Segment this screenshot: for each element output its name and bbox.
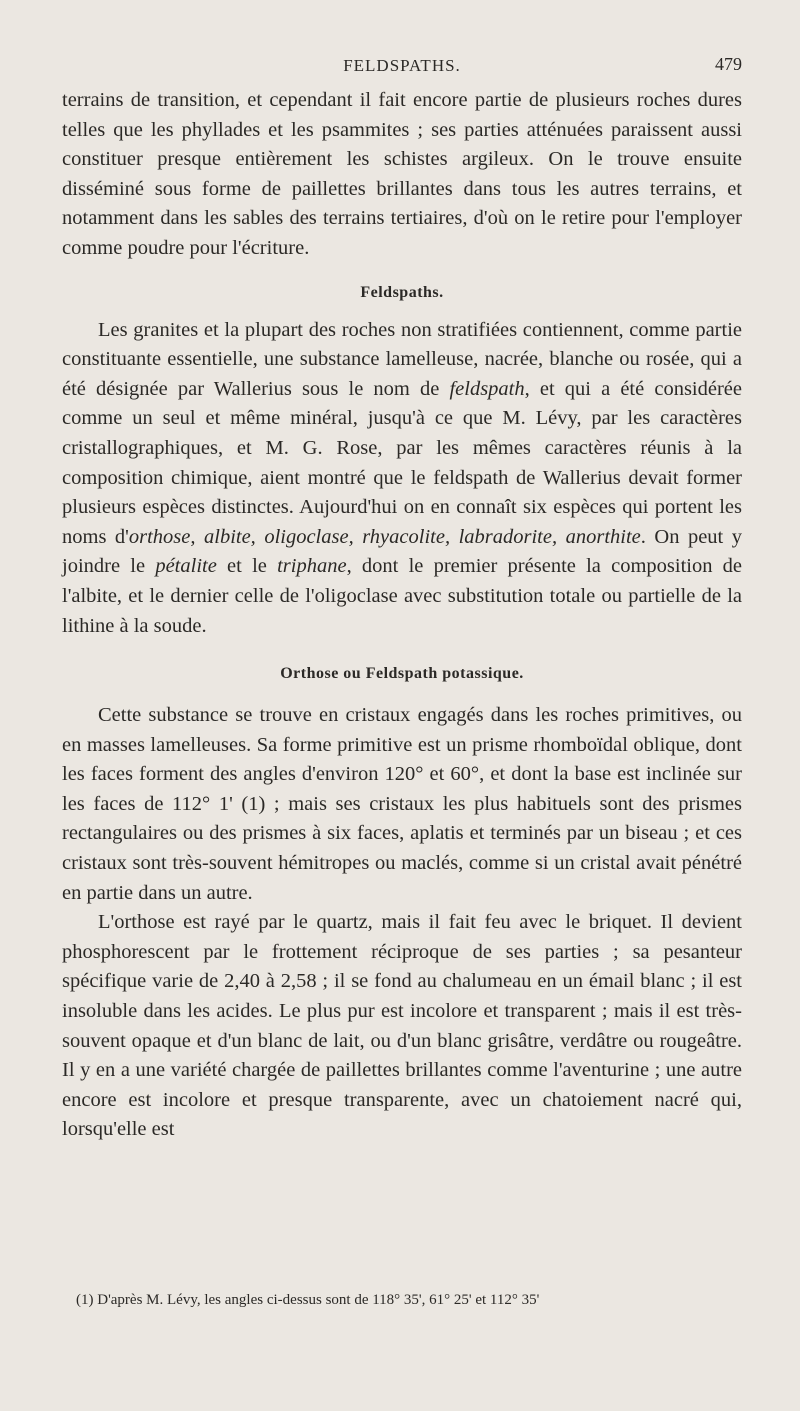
term-petalite: pétalite [155, 555, 217, 578]
page-number: 479 [715, 54, 742, 74]
body-text [62, 86, 742, 1145]
text-segment: et le [227, 555, 267, 578]
text-segment: , et qui a été considérée comme un seul et même minéral, jusqu'à ce que M. Lévy, par les caractères cristallographiques, et M. G. Rose, par les mêmes caractères réunis à la composition chimique, aient montré que le feldspath de Wallerius devait former plusieurs espèces distinctes. Aujourd'hui on en connaît six espèces qui portent les noms d' [62, 377, 742, 548]
term-triphane: triphane [277, 555, 347, 578]
text-segment: . On peut y joindre le [62, 525, 742, 578]
term-species-list: orthose, albite, oligoclase, rhyacolite, labradorite, anorthite [128, 525, 641, 548]
paragraph-feldspaths [62, 316, 742, 642]
text-segment: , dont le premier présente la composition de l'albite, et le dernier celle de l'oligoclase avec substitution totale ou partielle de la lithine à la soude. [62, 555, 743, 637]
text-segment: Les granites et la plupart des roches non stratifiées contiennent, comme partie constituante essentielle, une substance lamelleuse, nacrée, blanche ou rosée, qui a été désignée par Wallerius sous le nom de [62, 318, 742, 400]
footnote: (1) D'après M. Lévy, les angles ci-dessus sont de 118° 35', 61° 25' et 112° 35' [76, 1292, 540, 1308]
term-feldspath: feldspath [449, 377, 525, 400]
paragraph-orthose-1: Cette substance se trouve en cristaux engagés dans les roches primitives, ou en masses lamelleuses. Sa forme primitive est un prisme rhomboïdal oblique, dont les faces forment des angles d'environ 120° et 60°, et dont la base est inclinée sur les faces de 112° 1' (1) ; mais ses cristaux les plus habituels sont des prismes rectangulaires ou des prismes à six faces, aplatis et terminés par un biseau ; et ces cristaux sont très-souvent hémitropes ou maclés, comme si un cristal avait pénétré en partie dans un autre. [62, 704, 742, 904]
section-heading-feldspaths: Feldspaths. [360, 283, 444, 301]
paragraph-continuation: terrains de transition, et cependant il fait encore partie de plusieurs roches dures telles que les phyllades et les psammites ; ses parties atténuées paraissent aussi constituer presque entièrement les schistes argileux. On le trouve ensuite disséminé sous forme de paillettes brillantes dans tous les autres terrains, et notamment dans les sables des terrains tertiaires, d'où on le retire pour l'employer comme poudre pour l'écriture. [62, 89, 742, 259]
section-heading-orthose: Orthose ou Feldspath potassique. [280, 665, 524, 683]
page-header [62, 50, 742, 80]
running-title: FELDSPATHS. [343, 56, 461, 75]
paragraph-orthose-2: L'orthose est rayé par le quartz, mais il fait feu avec le briquet. Il devient phosphorescent par le frottement réciproque de ses parties ; sa pesanteur spécifique varie de 2,40 à 2,58 ; il se fond au chalumeau en un émail blanc ; il est insoluble dans les acides. Le plus pur est incolore et transparent ; mais il est très-souvent opaque et d'un blanc de lait, ou d'un blanc grisâtre, verdâtre ou rougeâtre. Il y en a une variété chargée de paillettes brillantes comme l'aventurine ; une autre encore est incolore et presque transparente, avec un chatoiement nacré qui, lorsqu'elle est [62, 911, 742, 1141]
